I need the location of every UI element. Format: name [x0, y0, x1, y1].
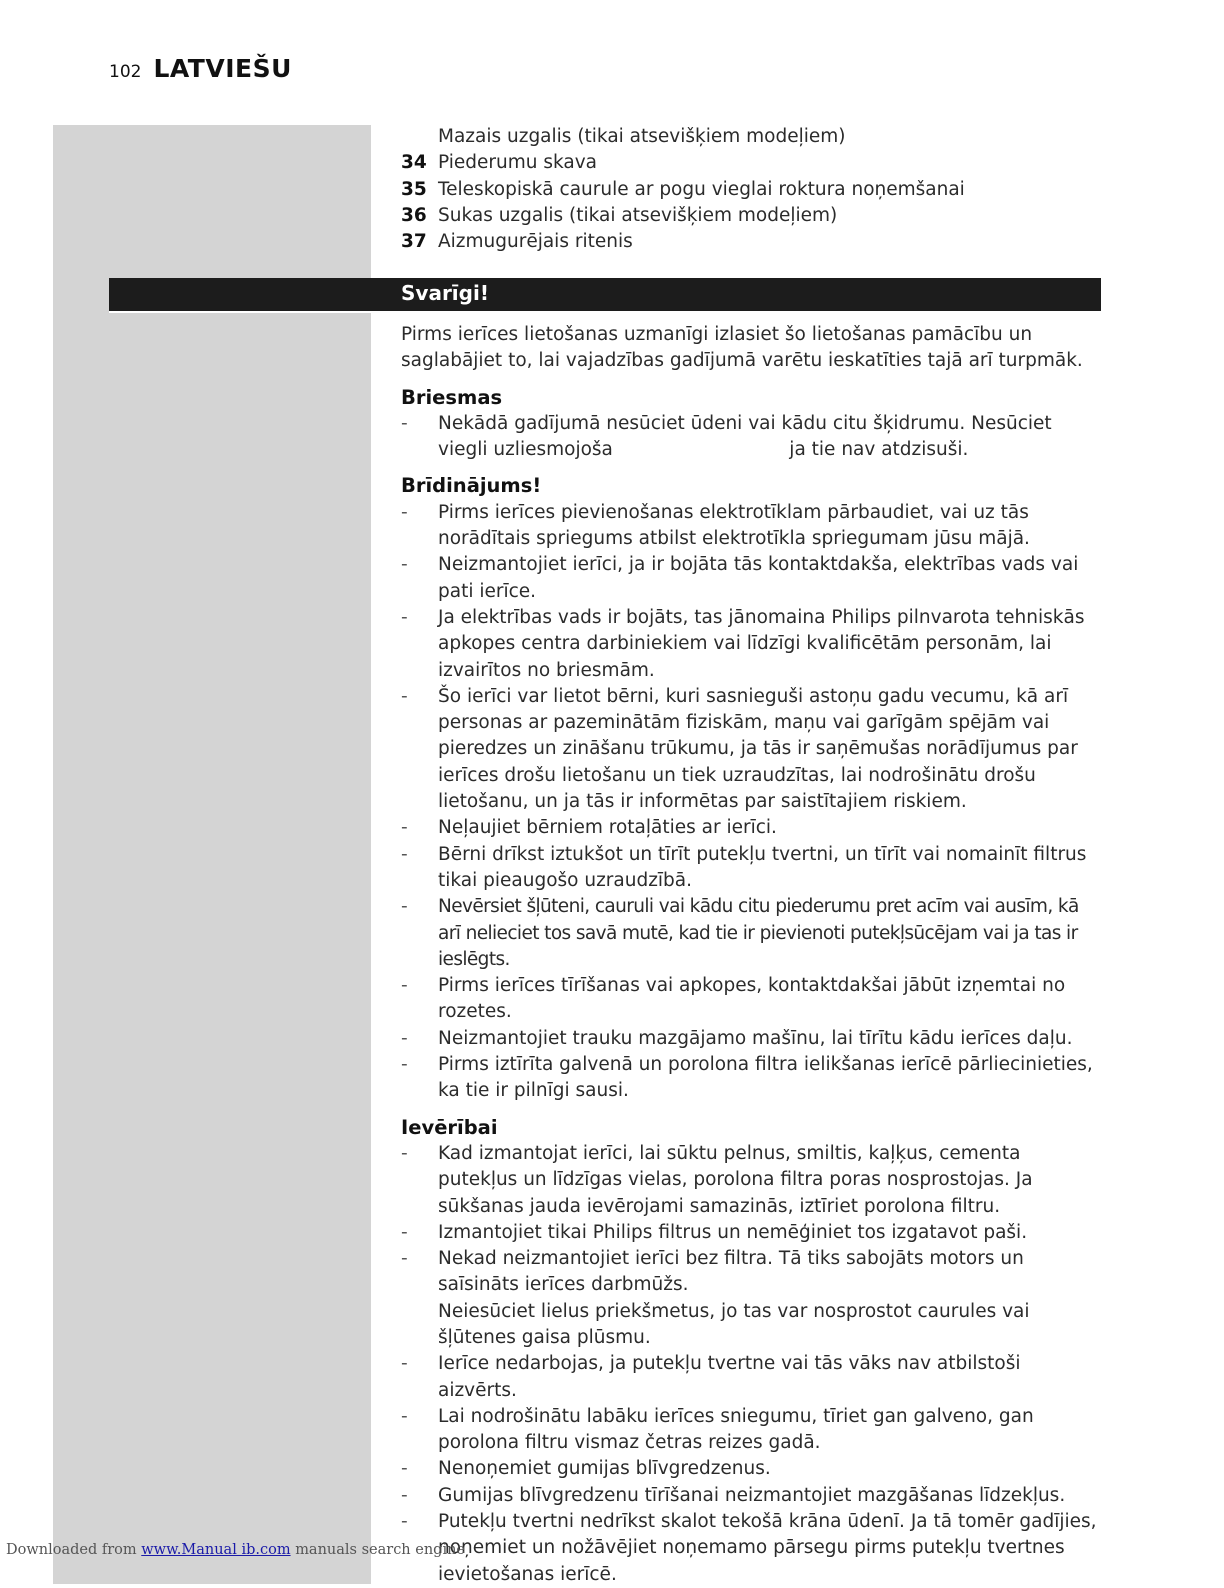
item-text: Nekādā gadījumā nesūciet ūdeni vai kādu citu šķidrumu. Nesūciet viegli uzliesmojoša ja tie nav atdzisuši.	[438, 412, 1058, 461]
item-text: Izmantojiet tikai Philips filtrus un nemēģiniet tos izgatavot paši.	[438, 1221, 1028, 1243]
list-item: - Ja elektrības vads ir bojāts, tas jānomaina Philips pilnvarota tehniskās apkopes centra darbiniekiem vai līdzīgi kvalificētām personām, lai izvairītos no briesmām.	[401, 606, 1085, 681]
item-text: Sukas uzgalis (tikai atsevišķiem modeļiem)	[438, 204, 838, 226]
list-item: - Neizmantojiet trauku mazgājamo mašīnu, lai tīrītu kādu ierīces daļu.	[401, 1027, 1073, 1049]
item-text: Ierīce nedarbojas, ja putekļu tvertne vai tās vāks nav atbilstoši aizvērts.	[438, 1353, 1021, 1401]
item-text: Neļaujiet bērniem rotaļāties ar ierīci.	[438, 817, 777, 839]
item-text: Pirms ierīces pievienošanas elektrotīklam pārbaudiet, vai uz tās norādītais spriegums atbilst elektrotīkla spriegumam jūsu mājā.	[438, 501, 1030, 550]
list-item: - Nevērsiet šļūteni, cauruli vai kādu citu piederumu pret acīm vai ausīm, kā arī nelieciet tos savā mutē, kad tie ir pievienoti putekļsūcējam vai ja tas ir ieslēgts.	[401, 896, 1079, 970]
caution-heading: Ievērībai	[401, 1115, 498, 1139]
list-item: - Nekad neizmantojiet ierīci bez filtra. Tā tiks sabojāts motors un saīsināts ierīces darbmūžs.	[401, 1248, 1024, 1296]
parts-list	[401, 124, 1101, 255]
item-number: 36	[401, 204, 427, 226]
list-item	[401, 150, 1101, 176]
list-item: - Kad izmantojat ierīci, lai sūktu pelnus, smiltis, kaļķus, cementa putekļus un līdzīgas vielas, porolona filtra poras nosprostojas. Ja sūkšanas jauda ievērojami samazinās, iztīriet porolona filtru.	[401, 1142, 1033, 1217]
item-text: Nekad neizmantojiet ierīci bez filtra. Tā tiks sabojāts motors un saīsināts ierīces darbmūžs.	[438, 1248, 1024, 1296]
item-text: Aizmugurējais ritenis	[438, 231, 633, 253]
list-item: - Ierīce nedarbojas, ja putekļu tvertne vai tās vāks nav atbilstoši aizvērts.	[401, 1353, 1021, 1401]
footer-prefix: Downloaded from	[6, 1542, 137, 1558]
footer-suffix: manuals search engine	[295, 1542, 466, 1558]
list-item: - Nekādā gadījumā nesūciet ūdeni vai kādu citu šķidrumu. Nesūciet viegli uzliesmojoša ja tie nav atdzisuši.	[401, 412, 1058, 461]
item-number: 37	[401, 231, 427, 253]
item-text: Ja elektrības vads ir bojāts, tas jānomaina Philips pilnvarota tehniskās apkopes centra darbiniekiem vai līdzīgi kvalificētām personām, lai izvairītos no briesmām.	[438, 606, 1085, 681]
footer-link[interactable]: www.Manual ib.com	[141, 1542, 291, 1558]
list-item	[401, 203, 1101, 229]
left-margin-bar	[53, 125, 371, 1584]
item-text: Neiesūciet lielus priekšmetus, jo tas var nosprostot caurules vai šļūtenes gaisa plūsmu.	[438, 1300, 1030, 1348]
list-item: - Izmantojiet tikai Philips filtrus un nemēģiniet tos izgatavot paši.	[401, 1221, 1028, 1243]
intro-paragraph: Pirms ierīces lietošanas uzmanīgi izlasiet šo lietošanas pamācību un saglabājiet to, lai vajadzības gadījumā varētu ieskatīties tajā arī turpmāk.	[401, 324, 1083, 372]
item-text: Šo ierīci var lietot bērni, kuri sasnieguši astoņu gadu vecumu, kā arī personas ar pazeminātām fiziskām, maņu vai garīgām spējām vai pieredzes un zināšanu trūkumu, ja tās ir saņēmušas norādījumus par ierīces drošu lietošanu un tiek uzraudzītas, lai nodrošinātu drošu lietošanu, un ja tās ir informētas par saistītajiem riskiem.	[438, 685, 1078, 813]
list-item: - Putekļu tvertni nedrīkst skalot tekošā krāna ūdenī. Ja tā tomēr gadījies, noņemiet un nožāvējiet noņemamo pārsegu pirms putekļu tvertnes ievietošanas ierīcē.	[401, 1511, 1097, 1585]
list-item: - Pirms ierīces pievienošanas elektrotīklam pārbaudiet, vai uz tās norādītais spriegums atbilst elektrotīkla spriegumam jūsu mājā.	[401, 501, 1030, 550]
warning-heading: Brīdinājums!	[401, 474, 542, 498]
item-text: Putekļu tvertni nedrīkst skalot tekošā krāna ūdenī. Ja tā tomēr gadījies, noņemiet un nožāvējiet noņemamo pārsegu pirms putekļu tvertnes ievietošanas ierīcē.	[438, 1511, 1097, 1585]
item-text: Piederumu skava	[438, 152, 598, 174]
list-item: - Lai nodrošinātu labāku ierīces sniegumu, tīriet gan galveno, gan porolona filtru vismaz četras reizes gadā.	[401, 1405, 1034, 1454]
item-text: Nenoņemiet gumijas blīvgredzenus.	[438, 1458, 771, 1480]
item-text: Kad izmantojat ierīci, lai sūktu pelnus, smiltis, kaļķus, cementa putekļus un līdzīgas vielas, porolona filtra poras nosprostojas. Ja sūkšanas jauda ievērojami samazinās, iztīriet porolona filtru.	[438, 1142, 1033, 1217]
page-header	[109, 54, 292, 88]
list-item: - Neļaujiet bērniem rotaļāties ar ierīci.	[401, 817, 777, 839]
page-number: 102	[109, 62, 142, 82]
item-text: Teleskopiskā caurule ar pogu vieglai roktura noņemšanai	[438, 178, 965, 200]
item-number: 35	[401, 178, 427, 200]
section-title: Svarīgi!	[401, 281, 489, 305]
list-item	[401, 124, 1101, 150]
item-text: Pirms ierīces tīrīšanas vai apkopes, kontaktdakšai jābūt izņemtai no rozetes.	[438, 975, 1066, 1023]
section-header-bar	[109, 278, 1101, 313]
item-text: Bērni drīkst iztukšot un tīrīt putekļu tvertni, un tīrīt vai nomainīt filtrus tikai pieaugošo uzraudzībā.	[438, 843, 1087, 891]
item-text: Gumijas blīvgredzenu tīrīšanai neizmantojiet mazgāšanas līdzekļus.	[438, 1484, 1066, 1506]
list-item	[401, 177, 1101, 203]
item-text: Mazais uzgalis (tikai atsevišķiem modeļiem)	[438, 126, 846, 147]
list-item	[401, 229, 1101, 255]
download-footer	[6, 1542, 465, 1558]
important-section	[401, 322, 1101, 1588]
list-item: - Nenoņemiet gumijas blīvgredzenus.	[401, 1458, 771, 1480]
list-item: - Neizmantojiet ierīci, ja ir bojāta tās kontaktdakša, elektrības vads vai pati ierīce.	[401, 554, 1079, 602]
item-text: Neizmantojiet ierīci, ja ir bojāta tās kontaktdakša, elektrības vads vai pati ierīce.	[438, 554, 1079, 602]
list-item: - Šo ierīci var lietot bērni, kuri sasnieguši astoņu gadu vecumu, kā arī personas ar pazeminātām fiziskām, maņu vai garīgām spējām vai pieredzes un zināšanu trūkumu, ja tās ir saņēmušas norādījumus par ierīces drošu lietošanu un tiek uzraudzītas, lai nodrošinātu drošu lietošanu, un ja tās ir informētas par saistītajiem riskiem.	[401, 685, 1078, 813]
list-item: - Bērni drīkst iztukšot un tīrīt putekļu tvertni, un tīrīt vai nomainīt filtrus tikai pieaugošo uzraudzībā.	[401, 843, 1087, 891]
item-text: Pirms iztīrīta galvenā un porolona filtra ielikšanas ierīcē pārliecinieties, ka tie ir pilnīgi sausi.	[438, 1054, 1093, 1102]
item-text: Nevērsiet šļūteni, cauruli vai kādu citu piederumu pret acīm vai ausīm, kā arī nelieciet tos savā mutē, kad tie ir pievienoti putekļsūcējam vai ja tas ir ieslēgts.	[438, 896, 1079, 970]
item-text: Neizmantojiet trauku mazgājamo mašīnu, lai tīrītu kādu ierīces daļu.	[438, 1027, 1073, 1049]
list-item: - Gumijas blīvgredzenu tīrīšanai neizmantojiet mazgāšanas līdzekļus.	[401, 1484, 1066, 1506]
item-number: 34	[401, 152, 427, 174]
language-title: LATVIEŠU	[153, 54, 292, 83]
danger-heading: Briesmas	[401, 385, 503, 409]
list-continuation	[401, 1299, 1101, 1352]
list-item: - Pirms iztīrīta galvenā un porolona filtra ielikšanas ierīcē pārliecinieties, ka tie ir pilnīgi sausi.	[401, 1054, 1093, 1102]
item-text: Lai nodrošinātu labāku ierīces sniegumu, tīriet gan galveno, gan porolona filtru vismaz četras reizes gadā.	[438, 1405, 1034, 1454]
list-item: - Pirms ierīces tīrīšanas vai apkopes, kontaktdakšai jābūt izņemtai no rozetes.	[401, 975, 1066, 1023]
